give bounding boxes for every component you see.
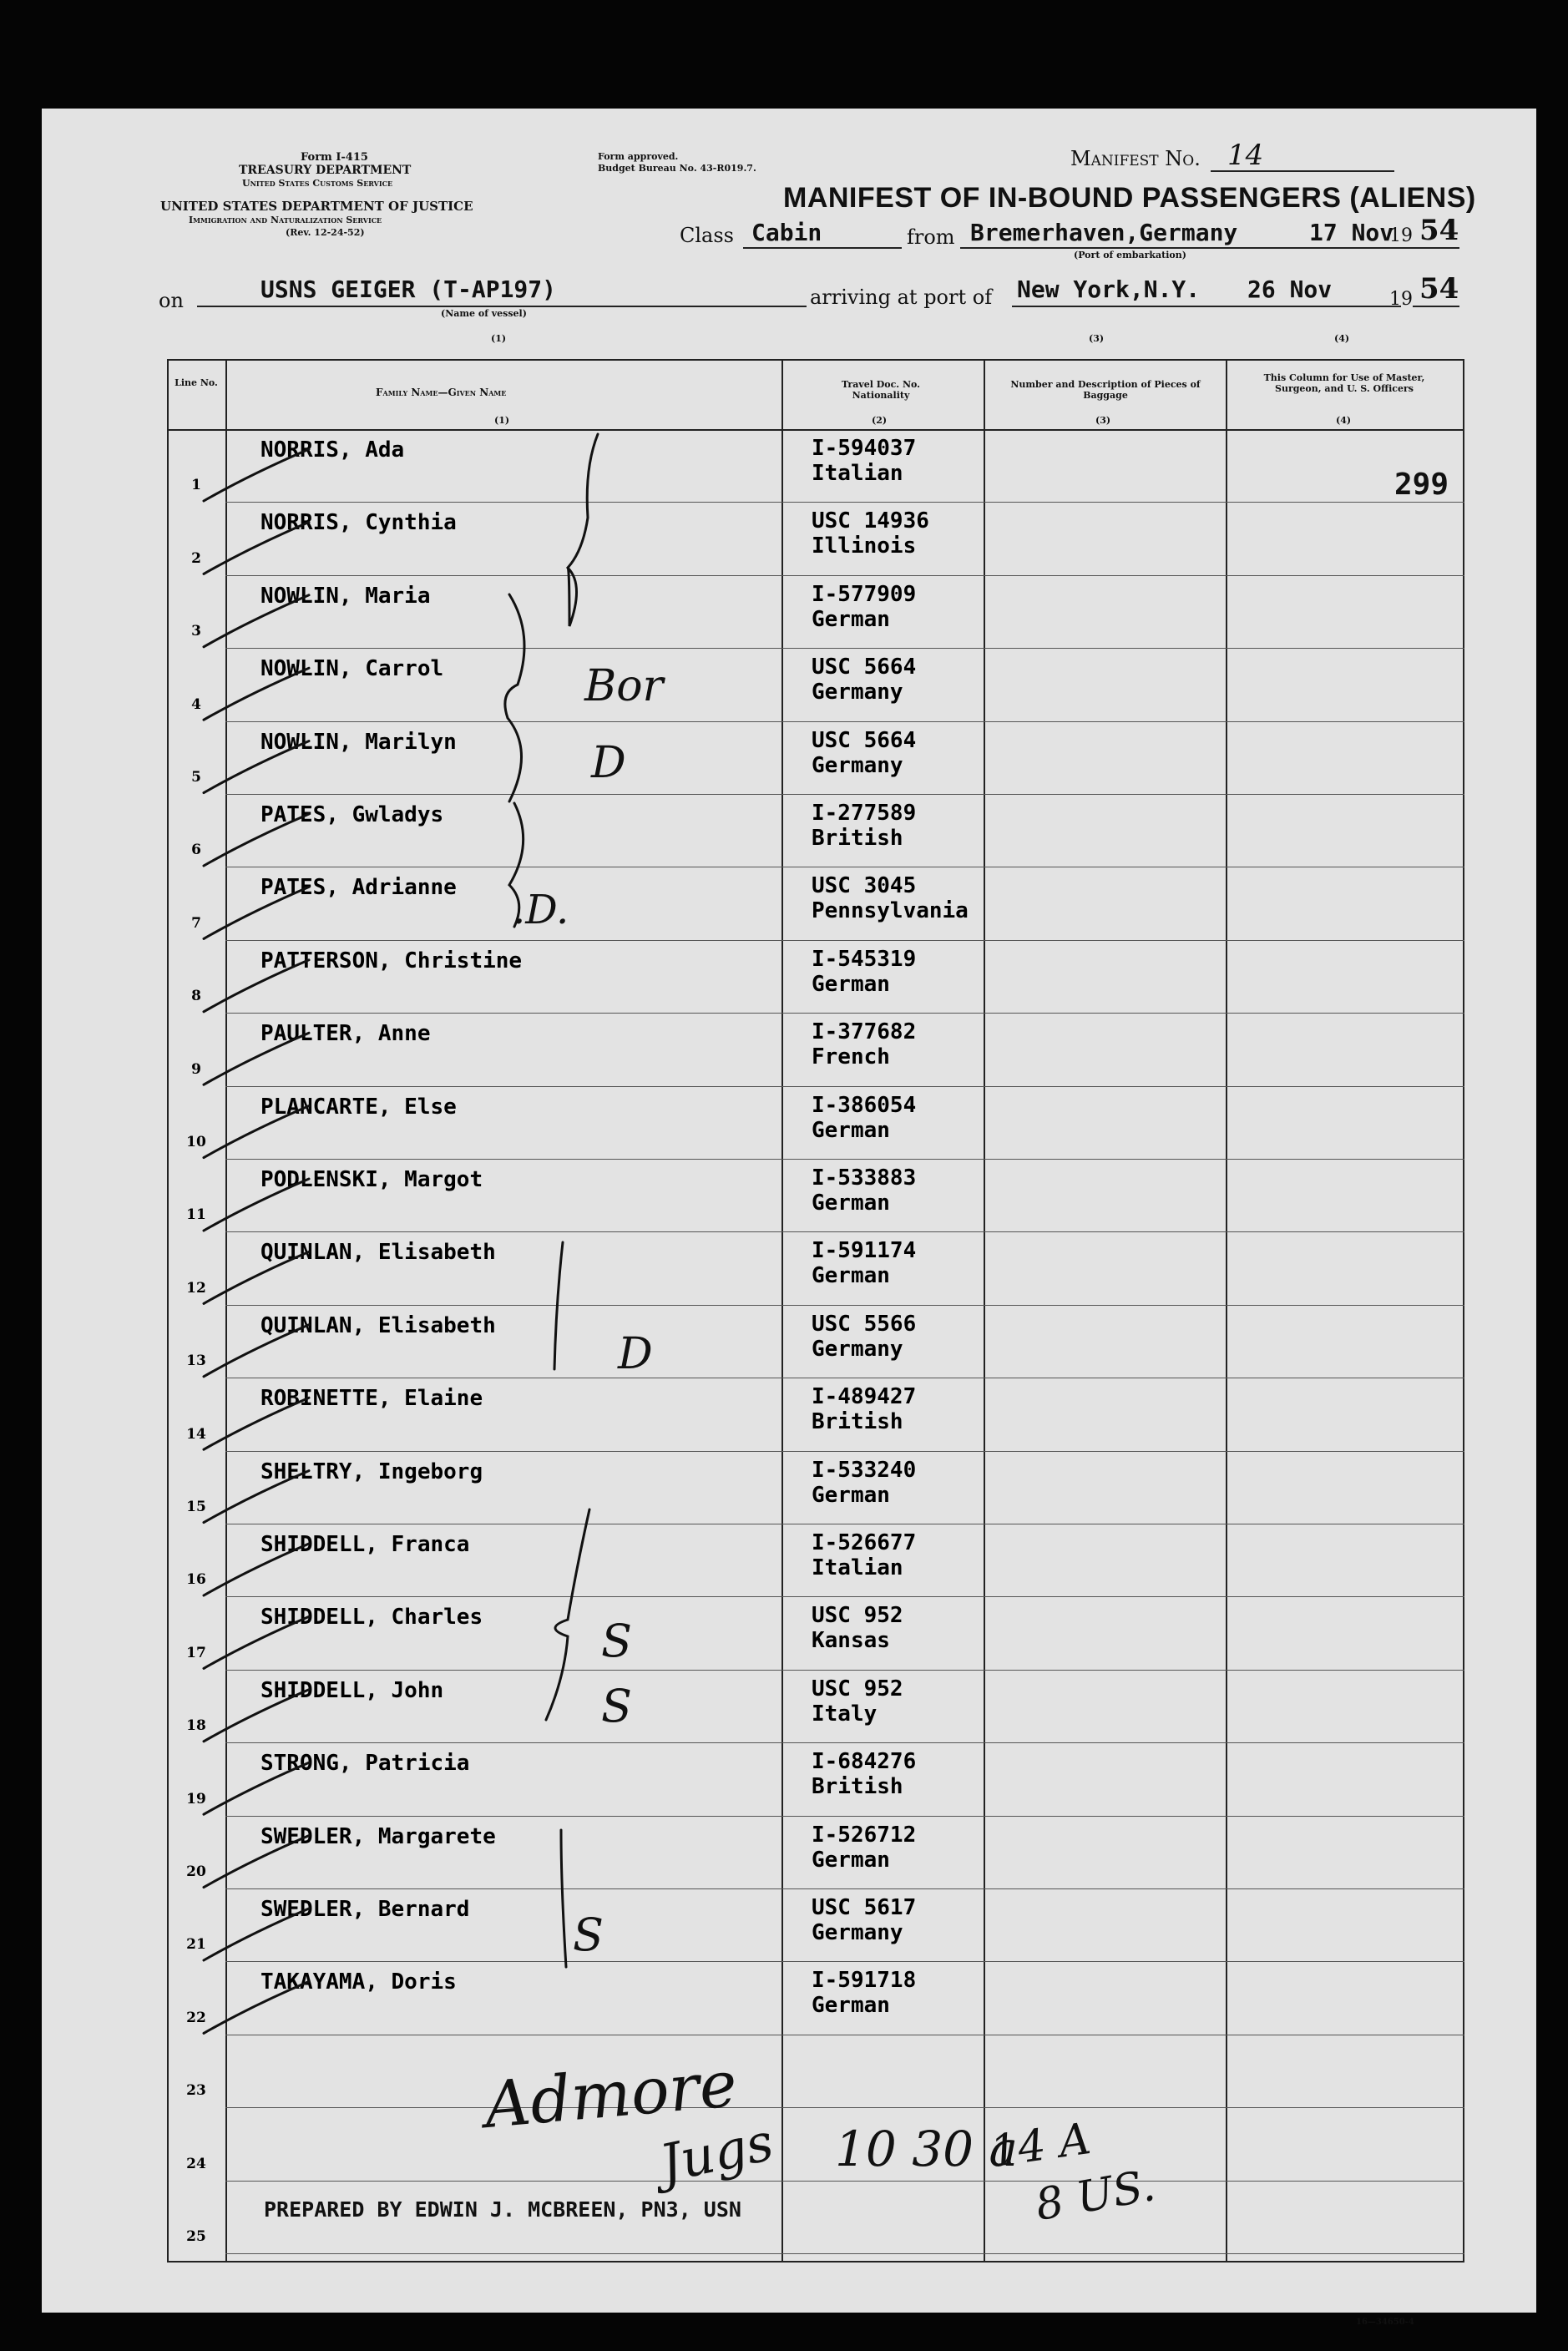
check-mark — [204, 522, 309, 574]
passenger-name: STRONG, Patricia — [260, 1751, 470, 1777]
arrival-date: 26 Nov — [1247, 276, 1333, 303]
travel-doc-number: USC 5617 — [812, 1895, 917, 1920]
line-number: 20 — [186, 1863, 206, 1880]
check-mark — [204, 595, 309, 647]
check-mark — [204, 1325, 309, 1377]
page-number: 299 — [1394, 468, 1449, 502]
note-line-17: S — [601, 1615, 632, 1667]
line-number: 24 — [186, 2155, 206, 2172]
check-mark — [204, 1690, 309, 1742]
nationality: Kansas — [812, 1628, 890, 1654]
line-number: 25 — [186, 2228, 206, 2245]
class-label: Class — [680, 224, 734, 247]
nationality: Italian — [812, 1555, 903, 1580]
travel-doc-number: USC 14936 — [812, 508, 929, 534]
nationality: Germany — [812, 1920, 903, 1945]
note-line-13: D — [618, 1329, 653, 1379]
col-number-2: (2) — [872, 415, 888, 426]
nationality: Italy — [812, 1701, 878, 1727]
arrival-year: 54 — [1419, 272, 1459, 306]
inspection-time: 10 30 a — [835, 2121, 1019, 2177]
port-caption: (Port of embarkation) — [1074, 250, 1186, 260]
col-header-travel-doc: Travel Doc. No. Nationality — [842, 379, 920, 401]
vessel-name: USNS GEIGER (T-AP197) — [260, 276, 557, 303]
passenger-name: PODLENSKI, Margot — [260, 1167, 483, 1192]
note-line-18: S — [601, 1680, 632, 1732]
col-header-baggage: Number and Description of Pieces of Baggage — [1010, 379, 1201, 401]
col-header-line-no: Line No. — [175, 377, 218, 388]
line-number: 13 — [186, 1352, 206, 1370]
line-number: 15 — [186, 1499, 206, 1515]
line-number: 6 — [191, 842, 201, 859]
check-mark — [204, 1544, 309, 1595]
form-approved: Form approved. — [598, 151, 679, 162]
nationality: British — [812, 1409, 903, 1435]
family-bracket-shiddell — [546, 1509, 589, 1720]
count-us-citizens: 8 US. — [1031, 2160, 1159, 2232]
family-bracket-swedler — [561, 1830, 566, 1967]
inspector-initials: Jugs — [654, 2111, 779, 2195]
passenger-name: PLANCARTE, Else — [260, 1094, 457, 1120]
revision-date: (Rev. 12-24-52) — [286, 227, 365, 238]
passenger-name: QUINLAN, Elisabeth — [260, 1240, 496, 1266]
arrival-year-prefix: 19 — [1389, 289, 1413, 310]
line-number: 9 — [191, 1060, 201, 1078]
passenger-name: SHIDDELL, Franca — [260, 1532, 470, 1557]
col-number-1: (1) — [494, 415, 510, 426]
travel-doc-number: I-533240 — [812, 1457, 917, 1483]
line-number: 12 — [186, 1279, 206, 1297]
department-of-justice: UNITED STATES DEPARTMENT OF JUSTICE — [160, 199, 473, 214]
passenger-name: SWEDLER, Bernard — [260, 1897, 470, 1922]
line-number: 18 — [186, 1717, 206, 1735]
check-mark — [204, 1179, 309, 1231]
check-mark — [204, 1106, 309, 1158]
passenger-name: SHELTRY, Ingeborg — [260, 1459, 483, 1484]
passenger-name: NORRIS, Cynthia — [260, 510, 457, 536]
nationality: Illinois — [812, 533, 917, 559]
note-line-21: S — [573, 1909, 604, 1961]
departure-date: 17 Nov — [1309, 219, 1394, 246]
check-mark — [204, 449, 309, 501]
line-number: 19 — [186, 1790, 206, 1807]
nationality: Pennsylvania — [812, 898, 969, 924]
nationality: German — [812, 1263, 890, 1289]
from-label: from — [907, 225, 955, 249]
passenger-name: NOWLIN, Maria — [260, 583, 431, 609]
travel-doc-number: I-386054 — [812, 1092, 917, 1118]
line-check-marks — [204, 449, 309, 2033]
ins-service: Immigration and Naturalization Service — [189, 215, 382, 225]
note-line-7: .D. — [513, 887, 569, 933]
vessel-column-caption: (1) — [491, 333, 507, 344]
prepared-by: PREPARED BY EDWIN J. MCBREEN, PN3, USN — [264, 2197, 741, 2222]
travel-doc-number: I-591718 — [812, 1968, 917, 1994]
col-header-officers: This Column for Use of Master, Surgeon, and U. S. Officers — [1263, 372, 1425, 394]
nationality: German — [812, 971, 890, 997]
passenger-name: SWEDLER, Margarete — [260, 1823, 496, 1849]
check-mark — [204, 1398, 309, 1449]
line-number: 4 — [191, 695, 201, 713]
manifest-no-value: 14 — [1227, 139, 1264, 172]
passenger-name: SHIDDELL, Charles — [260, 1605, 483, 1631]
customs-service: United States Customs Service — [242, 178, 393, 189]
passenger-name: PATES, Gwladys — [260, 802, 444, 827]
check-mark — [204, 1836, 309, 1888]
check-mark — [204, 887, 309, 938]
travel-doc-number: USC 952 — [812, 1603, 903, 1629]
arrival-port-column-caption: (3) — [1089, 333, 1105, 344]
note-line-5: D — [591, 738, 626, 788]
check-mark — [204, 1762, 309, 1814]
class-value: Cabin — [751, 219, 822, 246]
passenger-name: PATES, Adrianne — [260, 875, 457, 901]
line-number: 11 — [186, 1206, 206, 1224]
travel-doc-number: USC 952 — [812, 1676, 903, 1701]
check-mark — [204, 1251, 309, 1303]
arrival-port: New York,N.Y. — [1017, 276, 1201, 303]
check-mark — [204, 668, 309, 720]
check-mark — [204, 1616, 309, 1668]
nationality: German — [812, 1191, 890, 1216]
travel-doc-number: I-594037 — [812, 436, 917, 461]
nationality: German — [812, 606, 890, 632]
family-bracket-nowlin — [505, 594, 524, 801]
line-number: 14 — [186, 1425, 206, 1443]
arriving-label: arriving at port of — [810, 286, 993, 309]
nationality: French — [812, 1044, 890, 1070]
travel-doc-number: I-684276 — [812, 1749, 917, 1775]
vessel-caption: (Name of vessel) — [441, 308, 527, 319]
line-number: 1 — [191, 477, 201, 494]
check-mark — [204, 960, 309, 1012]
line-number: 3 — [191, 623, 201, 640]
travel-doc-number: USC 3045 — [812, 873, 917, 899]
nationality: German — [812, 1482, 890, 1508]
line-number: 10 — [186, 1134, 206, 1150]
travel-doc-number: I-577909 — [812, 581, 917, 607]
travel-doc-number: I-526712 — [812, 1822, 917, 1848]
departure-year: 54 — [1419, 214, 1459, 247]
check-mark — [204, 1909, 309, 1960]
passenger-name: ROBINETTE, Elaine — [260, 1386, 483, 1412]
passenger-name: QUINLAN, Elisabeth — [260, 1312, 496, 1338]
form-number: Form I-415 — [301, 151, 368, 164]
nationality: Italian — [812, 461, 903, 486]
on-label: on — [159, 289, 184, 312]
line-number: 21 — [186, 1936, 206, 1954]
col-number-3: (3) — [1095, 415, 1111, 426]
check-mark — [204, 1471, 309, 1523]
nationality: Germany — [812, 680, 903, 705]
departure-year-prefix: 19 — [1389, 225, 1413, 246]
print-code: 16—34650-4 — [1356, 2318, 1414, 2327]
travel-doc-number: I-489427 — [812, 1384, 917, 1410]
check-mark — [204, 1033, 309, 1084]
budget-bureau-number: Budget Bureau No. 43-R019.7. — [598, 163, 756, 174]
treasury-department: TREASURY DEPARTMENT — [239, 164, 412, 177]
nationality: Germany — [812, 1336, 903, 1362]
travel-doc-number: USC 5566 — [812, 1311, 917, 1337]
note-line-4: Bor — [584, 661, 664, 711]
travel-doc-number: I-377682 — [812, 1019, 917, 1045]
passenger-name: SHIDDELL, John — [260, 1677, 444, 1703]
nationality: German — [812, 1847, 890, 1873]
check-mark — [204, 1981, 309, 2033]
travel-doc-number: I-526677 — [812, 1530, 917, 1555]
travel-doc-number: USC 5664 — [812, 727, 917, 753]
passenger-name: TAKAYAMA, Doris — [260, 1969, 457, 1995]
passenger-name: PATTERSON, Christine — [260, 948, 523, 973]
passenger-name: PAULTER, Anne — [260, 1021, 431, 1047]
nationality: Germany — [812, 752, 903, 778]
travel-doc-number: I-545319 — [812, 946, 917, 972]
line-number: 5 — [191, 769, 201, 786]
col-number-4: (4) — [1336, 415, 1352, 426]
manifest-no-label: Manifest No. — [1070, 147, 1201, 170]
check-mark — [204, 741, 309, 793]
line-number: 8 — [191, 988, 201, 1005]
line-number: 17 — [186, 1644, 206, 1661]
line-number: 2 — [191, 549, 201, 567]
line-number: 23 — [186, 2082, 206, 2100]
count-aliens: 14 A — [987, 2113, 1094, 2178]
manifest-title: MANIFEST OF IN-BOUND PASSENGERS (ALIENS) — [783, 182, 1476, 214]
nationality: British — [812, 1774, 903, 1800]
family-bracket-norris — [568, 434, 598, 626]
arrival-date-column-caption: (4) — [1334, 333, 1350, 344]
travel-doc-number: I-277589 — [812, 801, 917, 826]
travel-doc-number: USC 5664 — [812, 655, 917, 680]
line-number: 22 — [186, 2009, 206, 2026]
travel-doc-number: I-591174 — [812, 1238, 917, 1264]
nationality: British — [812, 826, 903, 851]
nationality: German — [812, 1993, 890, 2019]
port-of-embarkation: Bremerhaven,Germany — [970, 219, 1238, 246]
check-mark — [204, 814, 309, 866]
family-bracket-quinlan — [554, 1242, 563, 1369]
line-number: 7 — [191, 914, 201, 932]
passenger-name: NOWLIN, Marilyn — [260, 729, 457, 755]
line-number: 16 — [186, 1571, 206, 1589]
passenger-name: NOWLIN, Carrol — [260, 656, 444, 682]
col-header-family-name: Family Name—Given Name — [376, 387, 507, 398]
officer-signature: Admore — [481, 2045, 740, 2143]
passenger-name: NORRIS, Ada — [260, 437, 405, 463]
nationality: German — [812, 1117, 890, 1143]
travel-doc-number: I-533883 — [812, 1165, 917, 1191]
